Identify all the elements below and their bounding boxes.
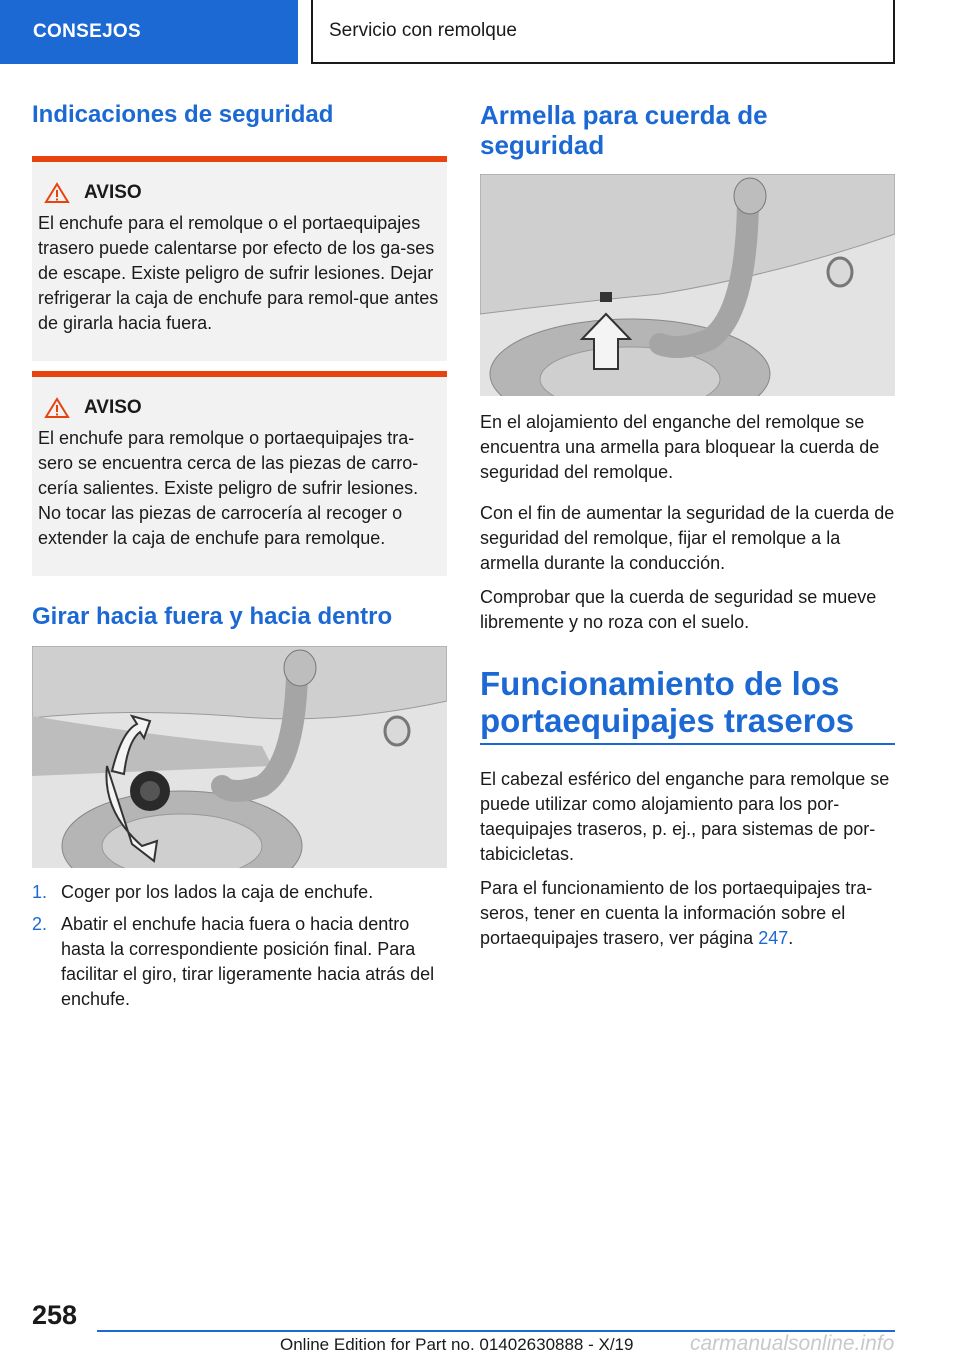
step-number: 2. bbox=[32, 914, 48, 934]
warning-triangle-icon bbox=[44, 182, 70, 204]
safety-eyelet-drawing bbox=[480, 174, 895, 396]
safety-eyelet-illustration bbox=[480, 174, 895, 396]
section-tab[interactable] bbox=[0, 0, 298, 64]
carrier-text-block bbox=[480, 767, 895, 951]
carrier-paragraph-text: Para el funcionamiento de los portaequipajes tra-seros, tener en cuenta la información sobre el portaequipajes trasero, ver página bbox=[480, 878, 873, 948]
eyelet-paragraph: En el alojamiento del enganche del remolque se encuentra una armella para bloquear la cuerda de seguridad del remolque. bbox=[480, 412, 880, 482]
carrier-paragraph: El cabezal esférico del enganche para remolque se puede utilizar como alojamiento para los por-taequipajes traseros, p. ej., para sistemas de por-tabicicletas. bbox=[480, 769, 890, 864]
eyelet-paragraph: Con el fin de aumentar la seguridad de la cuerda de seguridad del remolque, fijar el remolque a la armella durante la conducción. bbox=[480, 503, 895, 573]
right-column bbox=[480, 100, 895, 951]
page-reference-link[interactable]: 247 bbox=[758, 928, 789, 948]
eyelet-text-block bbox=[480, 410, 895, 635]
rotate-heading: Girar hacia fuera y hacia dentro bbox=[32, 603, 393, 630]
warning-header bbox=[38, 395, 441, 420]
edition-text: Online Edition for Part no. 01402630888 - X/19 bbox=[280, 1335, 634, 1354]
step-number: 1. bbox=[32, 882, 48, 902]
warning-text: El enchufe para el remolque o el portaequipajes trasero puede calentarse por efecto de los ga-ses de escape. Existe peligro de sufrir lesiones. Dejar refrigerar la caja de enchufe para remol-que antes de girarla hacia fuera. bbox=[38, 213, 439, 333]
eyelet-heading: Armella para cuerda de seguridad bbox=[480, 100, 768, 160]
watermark-logo: carmanualsonline.info bbox=[690, 1332, 895, 1355]
tow-hitch-rotate-drawing bbox=[32, 646, 447, 868]
carrier-paragraph-end: . bbox=[788, 928, 794, 948]
warning-label: AVISO bbox=[84, 182, 142, 203]
warning-triangle-icon bbox=[44, 397, 70, 419]
warning-label: AVISO bbox=[84, 397, 142, 418]
left-column bbox=[32, 100, 447, 1012]
warning-box-1 bbox=[32, 156, 447, 361]
carrier-heading: Funcionamiento de los portaequipajes traseros bbox=[480, 665, 855, 739]
chapter-title-box bbox=[311, 0, 895, 64]
step-text: Coger por los lados la caja de enchufe. bbox=[61, 882, 374, 902]
warning-text: El enchufe para remolque o portaequipajes tra-sero se encuentra cerca de las piezas de carro-cería salientes. Existe peligro de sufrir lesiones. No tocar las piezas de carrocería al recoger o extender la caja de enchufe para remolque. bbox=[38, 428, 419, 548]
warning-box-2 bbox=[32, 371, 447, 576]
list-item bbox=[32, 912, 447, 1012]
list-item bbox=[32, 880, 447, 905]
carrier-heading-block bbox=[480, 665, 895, 745]
page-number: 258 bbox=[32, 1300, 78, 1330]
chapter-title: Servicio con remolque bbox=[329, 20, 517, 41]
step-text: Abatir el enchufe hacia fuera o hacia dentro hasta la correspondiente posición final. Para facilitar el giro, tirar ligeramente hacia atrás del enchufe. bbox=[61, 914, 435, 1009]
carrier-paragraph-with-link bbox=[480, 876, 895, 951]
section-label: CONSEJOS bbox=[33, 21, 141, 42]
steps-list bbox=[32, 880, 447, 1012]
eyelet-paragraph: Comprobar que la cuerda de seguridad se mueve libremente y no roza con el suelo. bbox=[480, 587, 877, 632]
warning-header bbox=[38, 180, 441, 205]
safety-heading: Indicaciones de seguridad bbox=[32, 101, 334, 128]
tow-hitch-rotate-illustration bbox=[32, 646, 447, 868]
